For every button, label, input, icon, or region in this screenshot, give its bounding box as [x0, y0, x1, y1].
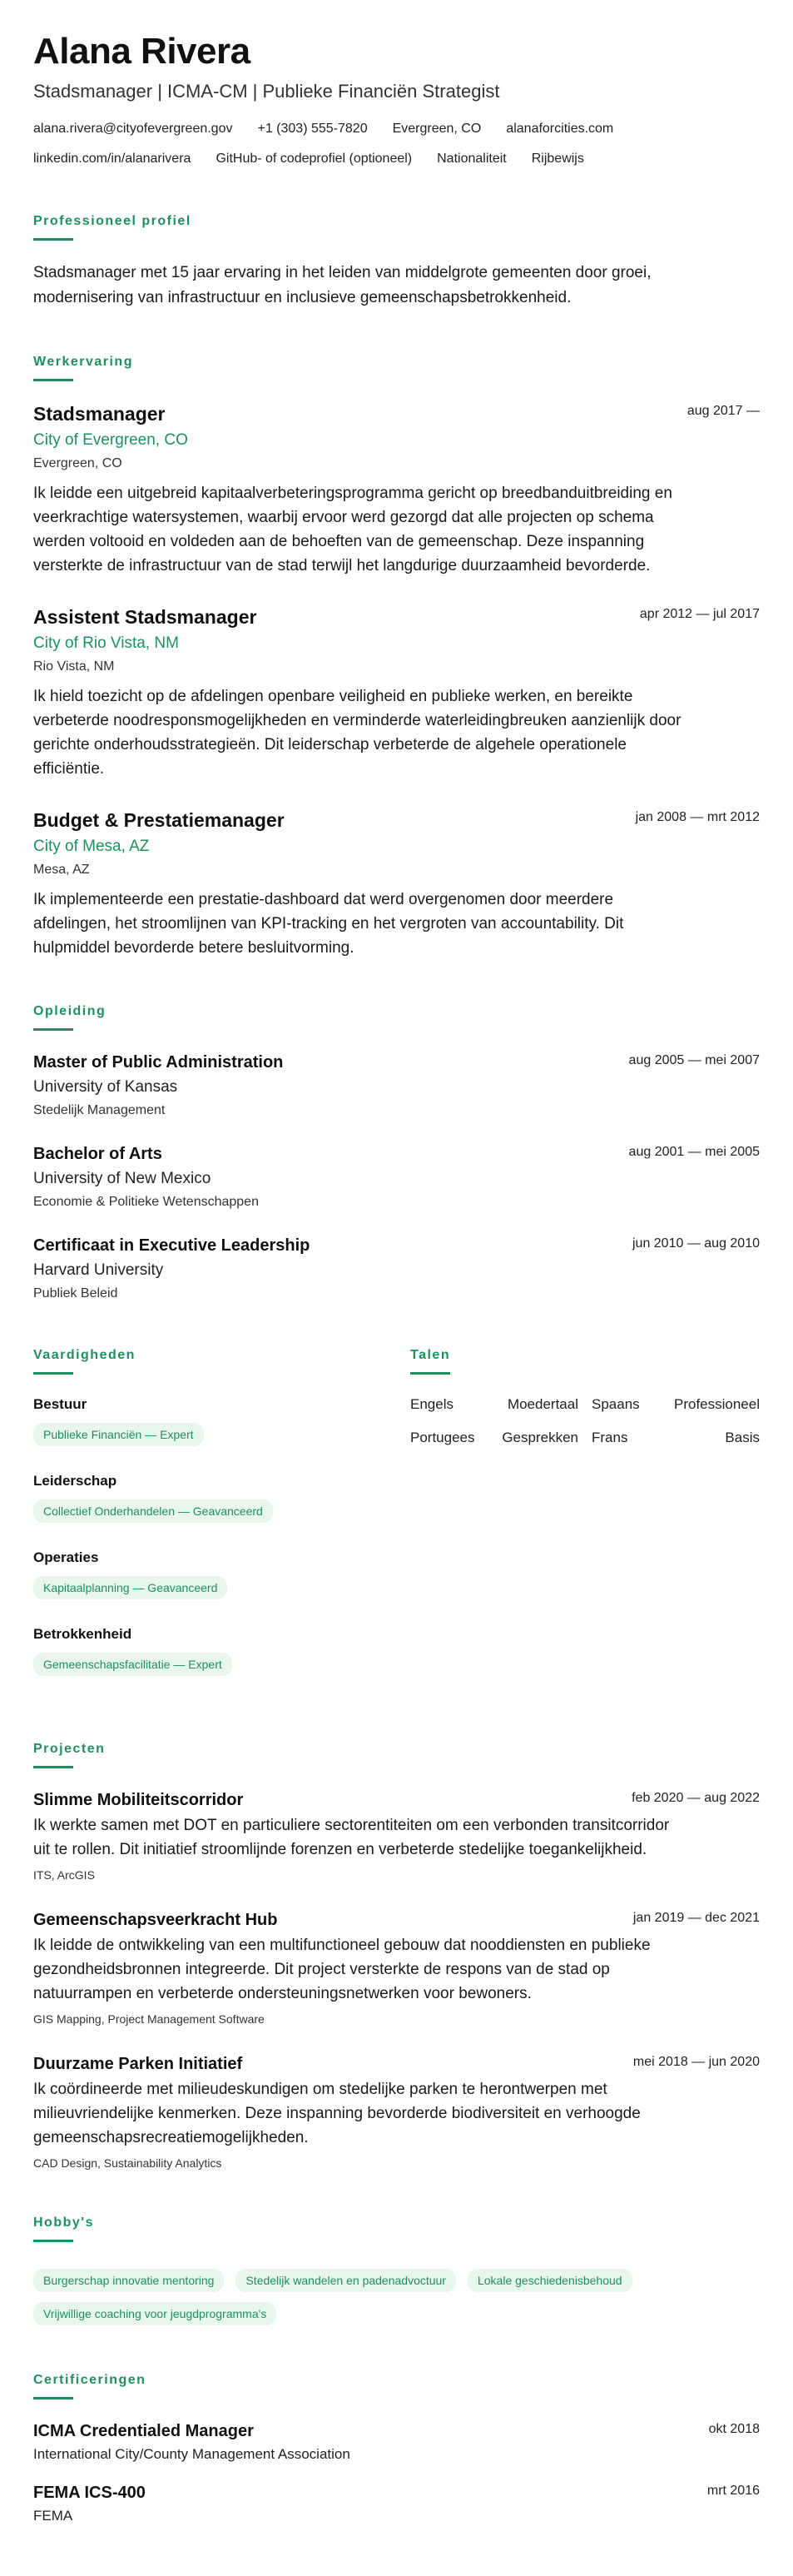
section-divider [33, 379, 73, 381]
project-entry [33, 1788, 760, 1883]
language-item [410, 1395, 578, 1415]
study-field: Publiek Beleid [33, 1286, 118, 1300]
project-entry [33, 1908, 760, 2027]
project-title: Slimme Mobiliteitscorridor [33, 1791, 244, 1809]
certification-date: okt 2018 [708, 2422, 760, 2436]
skills-languages-section [33, 1347, 760, 1698]
project-dates: mei 2018 — jun 2020 [632, 2055, 760, 2069]
contact-linkedin[interactable]: linkedin.com/in/alanarivera [33, 152, 191, 166]
language-item [592, 1395, 760, 1415]
section-title: Certificeringen [33, 2373, 146, 2387]
profile-summary: Stadsmanager met 15 jaar ervaring in het leiden van middelgrote gemeenten door groei, modernisering van infrastructuur en inclusieve gemeenschapsbetrokkenheid. [33, 264, 652, 306]
section-divider [33, 238, 73, 241]
certification-entry [33, 2481, 760, 2526]
degree-title: Certificaat in Executive Leadership [33, 1236, 310, 1255]
language-item [410, 1428, 578, 1448]
certifications-section [33, 2372, 760, 2526]
section-title: Hobby's [33, 2215, 94, 2230]
section-title: Vaardigheden [33, 1348, 136, 1362]
certification-entry [33, 2419, 760, 2464]
contact-license: Rijbewijs [531, 152, 584, 166]
job-location: Rio Vista, NM [33, 659, 115, 674]
section-title: Opleiding [33, 1004, 107, 1018]
contact-nationality: Nationaliteit [437, 152, 507, 166]
contact-website[interactable]: alanaforcities.com [506, 122, 614, 136]
section-title: Talen [410, 1348, 451, 1362]
contact-email[interactable]: alana.rivera@cityofevergreen.gov [33, 122, 233, 136]
section-divider [410, 1372, 450, 1375]
school-name: University of New Mexico [33, 1170, 211, 1187]
education-dates: aug 2005 — mei 2007 [628, 1053, 760, 1067]
person-name: Alana Rivera [33, 31, 250, 72]
language-name: Spaans [592, 1396, 640, 1412]
experience-section [33, 354, 760, 960]
project-description: Ik coördineerde met milieudeskundigen om stedelijke parken te herontwerpen met milieuvriendelijke kenmerken. Deze inspanning bevorderde biodiversiteit en verhoogde gemeenschapsrecreatiemogelijkheden. [33, 2081, 641, 2146]
job-entry [33, 808, 760, 960]
education-entry [33, 1234, 760, 1304]
certification-title: FEMA ICS-400 [33, 2484, 146, 2502]
education-entry [33, 1051, 760, 1121]
project-title: Gemeenschapsveerkracht Hub [33, 1911, 278, 1929]
skill-chip: Publieke Financiën — Expert [33, 1423, 204, 1446]
hobby-chip: Vrijwillige coaching voor jeugdprogramma's [33, 2302, 276, 2325]
education-dates: jun 2010 — aug 2010 [632, 1236, 760, 1251]
project-description: Ik werkte samen met DOT en particuliere sectorentiteiten om een verbonden transitcorridor uit te rollen. Dit initiatief stroomlijnde forenzen en verbeterde stedelijke toegankelijkheid. [33, 1817, 670, 1858]
job-company: City of Mesa, AZ [33, 838, 150, 855]
job-title: Budget & Prestatiemanager [33, 809, 285, 831]
job-title: Assistent Stadsmanager [33, 606, 257, 628]
language-level: Professioneel [673, 1396, 760, 1412]
language-name: Frans [592, 1430, 628, 1445]
skill-chip: Collectief Onderhandelen — Geavanceerd [33, 1499, 273, 1523]
project-description: Ik leidde de ontwikkeling van een multifunctioneel gebouw dat nooddiensten en publieke gezondheidsbronnen integreerde. Dit project versterkte de respons van de stad op natuurrampen en verbeterde ondersteuningsnetwerken voor bewoners. [33, 1937, 651, 2002]
contact-list [33, 118, 760, 170]
skill-category: Bestuur [33, 1396, 87, 1412]
projects-section [33, 1741, 760, 2171]
hobbies-section [33, 2215, 760, 2329]
skill-category: Betrokkenheid [33, 1626, 132, 1642]
hobby-chip: Stedelijk wandelen en padenadvoctuur [235, 2269, 456, 2292]
contact-github[interactable]: GitHub- of codeprofiel (optioneel) [216, 152, 413, 166]
contact-location: Evergreen, CO [392, 122, 482, 136]
study-field: Stedelijk Management [33, 1103, 166, 1117]
resume-header [33, 30, 760, 170]
job-company: City of Rio Vista, NM [33, 634, 179, 652]
project-dates: feb 2020 — aug 2022 [632, 1791, 760, 1805]
language-name: Engels [410, 1396, 453, 1412]
skill-category: Leiderschap [33, 1473, 117, 1489]
job-company: City of Evergreen, CO [33, 431, 188, 449]
language-level: Basis [725, 1430, 760, 1445]
education-entry [33, 1142, 760, 1212]
job-location: Evergreen, CO [33, 456, 122, 470]
skill-category: Operaties [33, 1549, 99, 1565]
certification-date: mrt 2016 [706, 2484, 760, 2498]
project-tech: CAD Design, Sustainability Analytics [33, 2156, 222, 2170]
job-dates: aug 2017 — [686, 404, 760, 418]
section-divider [33, 1372, 73, 1375]
job-location: Mesa, AZ [33, 863, 90, 877]
school-name: Harvard University [33, 1261, 164, 1279]
degree-title: Master of Public Administration [33, 1053, 284, 1072]
skill-chip: Kapitaalplanning — Geavanceerd [33, 1576, 227, 1599]
job-dates: jan 2008 — mrt 2012 [635, 810, 760, 824]
project-tech: GIS Mapping, Project Management Software [33, 2012, 265, 2026]
section-title: Professioneel profiel [33, 214, 191, 228]
project-title: Duurzame Parken Initiatief [33, 2055, 243, 2073]
degree-title: Bachelor of Arts [33, 1145, 162, 1163]
section-divider [33, 2240, 73, 2242]
project-dates: jan 2019 — dec 2021 [632, 1911, 760, 1925]
job-description: Ik implementeerde een prestatie-dashboard dat werd overgenomen door meerdere afdelingen, het stroomlijnen van KPI-tracking en het vergroten van accountability. Dit hulpmiddel bevorderde betere besluitvorming. [33, 891, 624, 957]
section-divider [33, 1028, 73, 1031]
skill-chip: Gemeenschapsfacilitatie — Expert [33, 1653, 232, 1676]
hobby-chip: Burgerschap innovatie mentoring [33, 2269, 224, 2292]
certification-title: ICMA Credentialed Manager [33, 2422, 254, 2440]
section-title: Projecten [33, 1742, 106, 1756]
certification-issuer: FEMA [33, 2508, 73, 2524]
hobby-chip: Lokale geschiedenisbehoud [468, 2269, 632, 2292]
job-dates: apr 2012 — jul 2017 [639, 607, 760, 621]
job-entry [33, 604, 760, 781]
language-item [592, 1428, 760, 1448]
school-name: University of Kansas [33, 1078, 178, 1096]
job-description: Ik hield toezicht op de afdelingen openbare veiligheid en publieke werken, en bereikte verbeterde noodresponsmogelijkheden en verminderde waterleidingbreuken aanzienlijk door gerichte onderhoudsstrategieën. Dit leiderschap verbeterde de algehele operationele efficiëntie. [33, 688, 681, 778]
project-tech: ITS, ArcGIS [33, 1868, 95, 1882]
skills-column [33, 1347, 410, 1698]
language-name: Portugees [410, 1430, 475, 1445]
hobby-list [33, 2262, 760, 2329]
headline: Stadsmanager | ICMA-CM | Publieke Financiën Strategist [33, 81, 500, 102]
certification-issuer: International City/County Management Association [33, 2446, 350, 2462]
section-divider [33, 1766, 73, 1768]
profile-section [33, 213, 760, 311]
contact-phone[interactable]: +1 (303) 555-7820 [257, 122, 368, 136]
section-divider [33, 2397, 73, 2399]
section-title: Werkervaring [33, 355, 133, 369]
project-entry [33, 2052, 760, 2171]
education-section [33, 1003, 760, 1304]
education-dates: aug 2001 — mei 2005 [628, 1145, 760, 1159]
languages-grid [410, 1395, 760, 1448]
language-level: Moedertaal [507, 1396, 578, 1412]
job-title: Stadsmanager [33, 403, 166, 425]
languages-column [410, 1347, 760, 1698]
job-entry [33, 401, 760, 578]
study-field: Economie & Politieke Wetenschappen [33, 1195, 259, 1209]
language-level: Gesprekken [502, 1430, 578, 1445]
job-description: Ik leidde een uitgebreid kapitaalverbeteringsprogramma gericht op breedbanduitbreiding en veerkrachtige watersystemen, waarbij ervoor werd gezorgd dat alle projecten op schema werden voltooid en voldeden aan de behoeften van de gemeenschap. Deze inspanning versterkte de infrastructuur van de stad terwijl het langdurige duurzaamheid bevorderde. [33, 485, 672, 574]
